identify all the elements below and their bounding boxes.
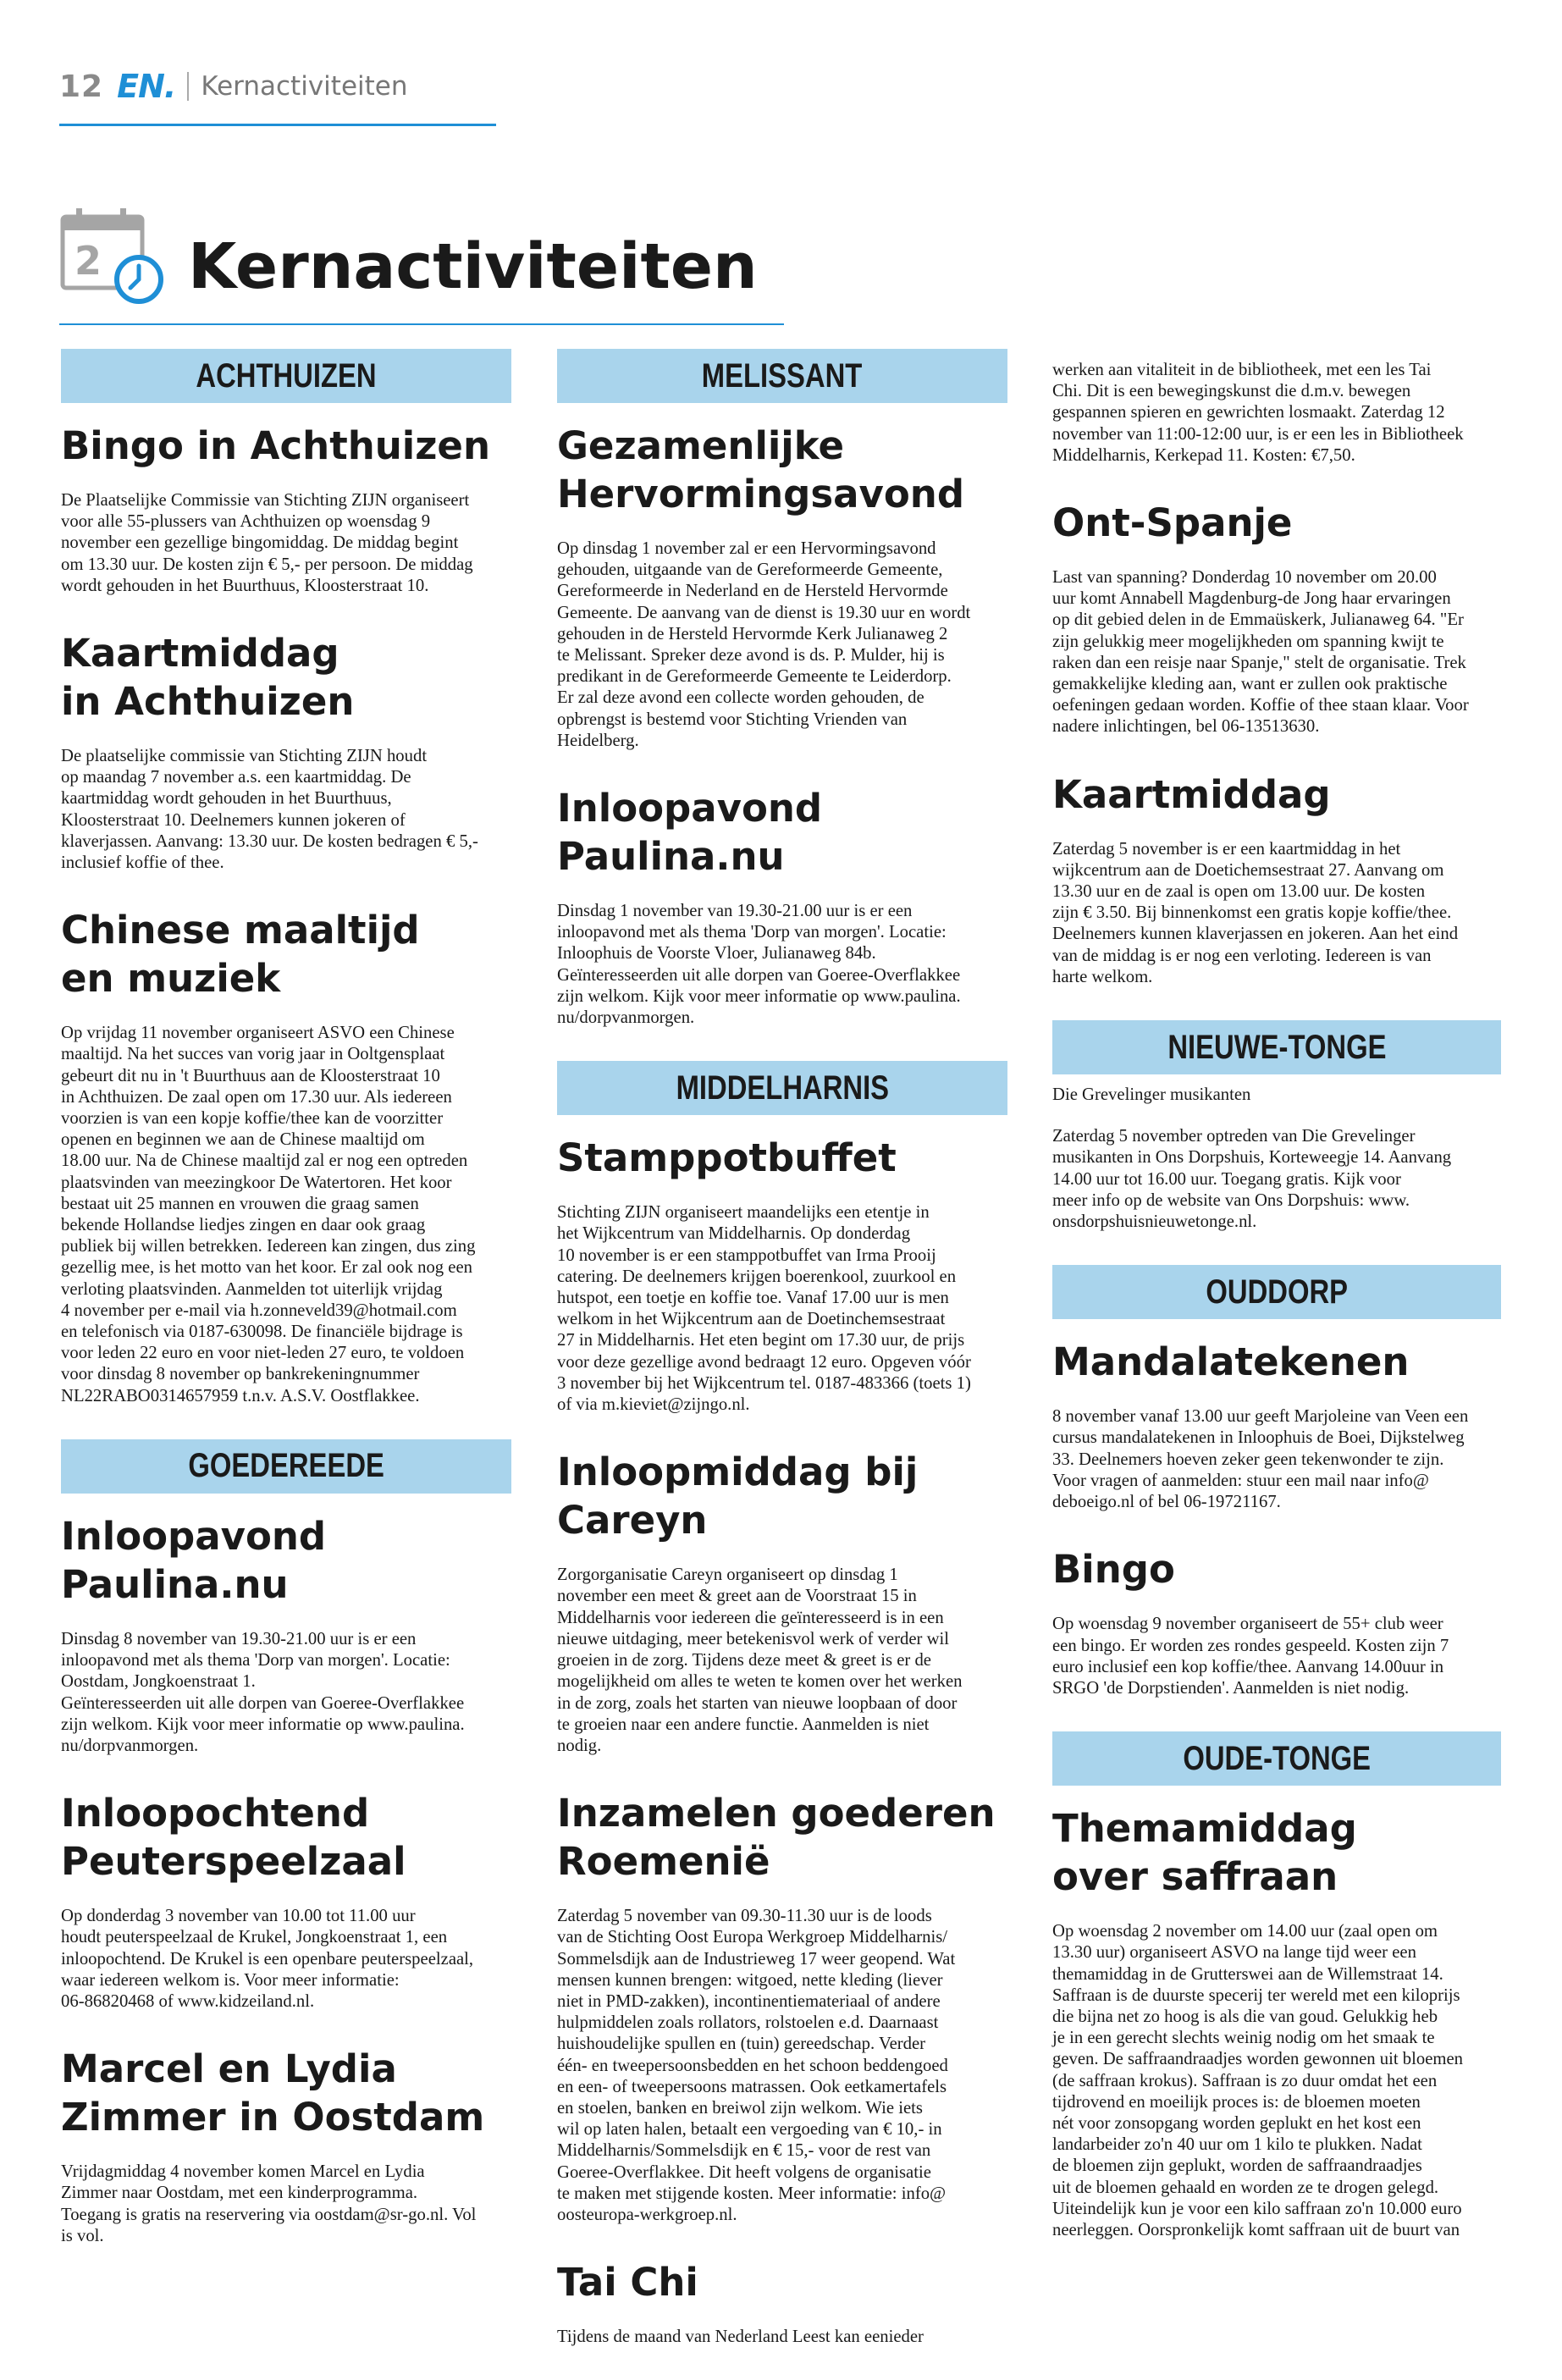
article-title: Kaartmiddag: [1052, 771, 1331, 817]
column-1: [61, 349, 511, 2279]
article-body-continued: werken aan vitaliteit in de bibliotheek, met een les Tai Chi. Dit is een bewegingskunst die d.m.v. bewegen gespannen spieren en gewrichten losmaakt. Zaterdag 12 november van 11:00-12:00 uur, is er een les in Bibliotheek Middelharnis, Kerkepad 11. Kosten: €7,50.: [1052, 361, 1464, 465]
article-body: Zaterdag 5 november optreden van Die Grevelinger musikanten in Ons Dorpshuis, Korteweegje 14. Aanvang 14.00 uur tot 16.00 uur. Toegang gratis. Kijk voor meer info op de website van Ons Dorpshuis: www. onsdorpshuisnieuwetonge.nl.: [1052, 1127, 1452, 1232]
article-title: Mandalatekenen: [1052, 1339, 1410, 1385]
article-body: Last van spanning? Donderdag 10 november om 20.00 uur komt Annabell Magdenburg-de Jong haar ervaringen op dit gebied delen in de Emmaüskerk, Julianaweg 64. "Er zijn gelukkig meer mogelijkheden om spanning kwijt te raken dan een reisje naar Spanje," stelt de organisatie. Trek gemakkelijke kleding aan, want er zullen ook praktische oefeningen gedaan worden. Koffie of thee staan klaar. Voor nadere inlichtingen, bel 06-13513630.: [1052, 568, 1469, 737]
region-bar-melissant: [557, 349, 1007, 403]
article-body: Op vrijdag 11 november organiseert ASVO een Chinese maaltijd. Na het succes van vorig jaar in Ooltgensplaat gebeurt dit nu in 't Buurthuus aan de Kloosterstraat 10 in Achthuizen. De zaal open om 17.30 uur. Als iedereen voorzien is van een kopje koffie/thee kan de voorzitter openen en beginnen we aan de Chinese maaltijd om 18.00 uur. Na de Chinese maaltijd zal er nog een optreden plaatsvinden van meezingkoor De Watertoren. Het koor bestaat uit 25 mannen en vrouwen die graag samen bekende Hollandse liedjes zingen en daar ook graag publiek bij willen betrekken. Iedereen kan zingen, dus zing gezellig mee, is het motto van het koor. Er zal ook nog een verloting plaatsvinden. Aanmelden tot uiterlijk vrijdag 4 november per e-mail via h.zonneveld39@hotmail.com en telefonisch via 0187-630098. De financiële bijdrage is voor leden 22 euro en voor niet-leden 27 euro, te voldoen voor dinsdag 8 november op bankrekeningnummer NL22RABO0314657959 t.n.v. A.S.V. Oostflakkee.: [61, 1024, 476, 1405]
article-title: Gezamenlijke Hervormingsavond: [557, 423, 965, 516]
region-label: NIEUWE-TONGE: [1167, 1028, 1387, 1066]
title-rule: [59, 323, 784, 325]
header-separator: [187, 72, 189, 101]
article-body: Zaterdag 5 november is er een kaartmiddag in het wijkcentrum aan de Doetichemsestraat 27. Aanvang om 13.30 uur en de zaal is open om 13.00 uur. De kosten zijn € 3.50. Bij binnenkomst een gratis kopje koffie/thee. Deelnemers kunnen klaverjassen en jokeren. Aan het eind van de middag is er nog een verloting. Iedereen is van harte welkom.: [1052, 839, 1459, 986]
header-rule: [59, 124, 496, 126]
article-body: Tijdens de maand van Nederland Leest kan eenieder: [557, 2328, 924, 2347]
region-label: OUDE-TONGE: [1183, 1739, 1371, 1777]
region-label: OUDDORP: [1206, 1273, 1348, 1311]
article-body: Op donderdag 3 november van 10.00 tot 11.00 uur houdt peuterspeelzaal de Krukel, Jongkoenstraat 1, een inloopochtend. De Krukel is een openbare peuterspeelzaal, waar iedereen welkom is. Voor meer informatie: 06-86820468 of www.kidzeiland.nl.: [61, 1907, 474, 2011]
column-3: [1052, 360, 1501, 2273]
article-body: Op dinsdag 1 november zal er een Hervormingsavond gehouden, uitgaande van de Gereformeerde Gemeente, Gereformeerde in Nederland en de Hersteld Hervormde Gemeente. De aanvang van de dienst is 19.30 uur en wordt gehouden in de Hersteld Hervormde Kerk Julianaweg 2 te Melissant. Spreker deze avond is ds. P. Mulder, hij is predikant in de Gereformeerde Gemeente te Leiderdorp. Er zal deze avond een collecte worden gehouden, de opbrengst is bestemd voor Stichting Vrienden van Heidelberg.: [557, 539, 971, 750]
region-bar-goedereede: [61, 1439, 511, 1494]
article-title: Kaartmiddag in Achthuizen: [61, 631, 355, 725]
page-number: 12: [59, 69, 104, 104]
article-body: De plaatselijke commissie van Stichting ZIJN houdt op maandag 7 november a.s. een kaartmiddag. De kaartmiddag wordt gehouden in het Buurthuus, Kloosterstraat 10. Deelnemers kunnen jokeren of klaverjassen. Aanvang: 13.30 uur. De kosten bedragen € 5,- inclusief koffie of thee.: [61, 747, 478, 873]
article-title: Bingo: [1052, 1547, 1175, 1593]
article-body: De Plaatselijke Commissie van Stichting ZIJN organiseert voor alle 55-plussers van Achthuizen op woensdag 9 november een gezellige bingomiddag. De middag begint om 13.30 uur. De kosten zijn € 5,- per persoon. De middag wordt gehouden in het Buurthuus, Kloosterstraat 10.: [61, 491, 473, 595]
region-label: MELISSANT: [702, 356, 863, 395]
article-body: Op woensdag 2 november om 14.00 uur (zaal open om 13.30 uur) organiseert ASVO na lange tijd weer een themamiddag in de Grutterswei aan de Willemstraat 14. Saffraan is de duurste specerij ter wereld met een kiloprijs die bijna net zo hoog is als die van goud. Gelukkig heb je in een gerecht slechts weinig nodig om het smaak te geven. De saffraandraadjes worden gewonnen uit bloemen (de saffraan krokus). Saffraan is zo duur omdat het een tijdrovend en moeilijk proces is: de bloemen moeten nét voor zonsopgang worden geplukt en het kost een landarbeider zo'n 40 uur om 1 kilo te plukken. Nadat de bloemen zijn geplukt, worden de saffraandraadjes uit de bloemen gehaald en worden ze te drogen gelegd. Uiteindelijk kun je voor een kilo saffraan zo'n 10.000 euro neerleggen. Oorspronkelijk komt saffraan uit de buurt van: [1052, 1922, 1464, 2239]
article-title: Inloopochtend Peuterspeelzaal: [61, 1791, 406, 1885]
article-title: Inloopavond Paulina.nu: [61, 1513, 327, 1607]
article-body: Zaterdag 5 november van 09.30-11.30 uur is de loods van de Stichting Oost Europa Werkgroep Middelharnis/ Sommelsdijk aan de Industrieweg 17 weer geopend. Wat mensen kunnen brengen: witgoed, nette kleding (liever niet in PMD-zakken), incontinentiemateriaal of andere hulpmiddelen zoals rollators, rolstoelen e.d. Daarnaast huishoudelijke spullen en (tuin) gereedschap. Verder één- en tweepersoonsbedden en het schoon beddengoed en een- of tweepersoons matrassen. Ook eetkamertafels en stoelen, banken en breiwol zijn welkom. Wie iets wil op laten halen, betaalt een vergoeding van € 10,- in Middelharnis/Sommelsdijk en € 15,- voor de rest van Goeree-Overflakkee. Dit heeft volgens de organisatie te maken met stijgende kosten. Meer informatie: info@ oosteuropa-werkgroep.nl.: [557, 1907, 956, 2224]
article-body: Zorgorganisatie Careyn organiseert op dinsdag 1 november een meet & greet aan de Voorstraat 15 in Middelharnis voor iedereen die geïnteresseerd is in een nieuwe uitdaging, meer betekenisvol werk of verder wil groeien in de zorg. Tijdens deze meet & greet is er de mogelijkheid om alles te weten te komen over het werken in de zorg, zoals het starten van nieuwe loopbaan of door te groeien naar een andere functie. Aanmelden is niet nodig.: [557, 1565, 963, 1755]
article-title: Bingo in Achthuizen: [61, 423, 490, 468]
running-header: [59, 69, 408, 103]
article-title: Inloopmiddag bij Careyn: [557, 1450, 919, 1543]
article-title: Marcel en Lydia Zimmer in Oostdam: [61, 2046, 485, 2140]
article-body: Stichting ZIJN organiseert maandelijks een etentje in het Wijkcentrum van Middelharnis. Op donderdag 10 november is er een stamppotbuffet van Irma Prooij catering. De deelnemers krijgen boerenkool, zuurkool en hutspot, een toetje en koffie toe. Vanaf 17.00 uur is men welkom in het Wijkcentrum aan de Doetinchemsestraat 27 in Middelharnis. Het eten begint om 17.30 uur, de prijs voor deze gezellige avond bedraagt 12 euro. Opgeven vóór 3 november bij het Wijkcentrum tel. 0187-483366 (toets 1) of via m.kieviet@zijngo.nl.: [557, 1203, 971, 1415]
article-title: Chinese maaltijd en muziek: [61, 908, 420, 1002]
calendar-clock-icon: [59, 205, 165, 306]
calendar-day-number: 2: [75, 238, 102, 284]
publication-logo: EN.: [117, 68, 176, 105]
article-body: Dinsdag 8 november van 19.30-21.00 uur is er een inloopavond met als thema 'Dorp van morgen'. Locatie: Oostdam, Jongkoenstraat 1. Geïnteresseerden uit alle dorpen van Goeree-Overflakkee zijn welkom. Kijk voor meer informatie op www.paulina. nu/dorpvanmorgen.: [61, 1629, 465, 1755]
region-bar-ouddorp: [1052, 1265, 1501, 1319]
article-title: Stamppotbuffet: [557, 1135, 897, 1181]
article-title: Ont-Spanje: [1052, 500, 1293, 546]
column-2: [557, 349, 1007, 2380]
region-label: MIDDELHARNIS: [676, 1069, 889, 1107]
section-label: Kernactiviteiten: [201, 71, 408, 102]
article-subtitle: Die Grevelinger musikanten: [1052, 1085, 1251, 1105]
region-label: GOEDEREEDE: [188, 1447, 384, 1485]
region-bar-middelharnis: [557, 1061, 1007, 1115]
article-body: 8 november vanaf 13.00 uur geeft Marjoleine van Veen een cursus mandalatekenen in Inloophuis de Boei, Dijkstelweg 33. Deelnemers hoeven zeker geen tekenwonder te zijn. Voor vragen of aanmelden: stuur een mail naar info@ deboeigo.nl of bel 06-19721167.: [1052, 1407, 1469, 1512]
region-bar-achthuizen: [61, 349, 511, 403]
article-title: Inzamelen goederen Roemenië: [557, 1791, 996, 1885]
article-body: Op woensdag 9 november organiseert de 55+ club weer een bingo. Er worden zes rondes gespeeld. Kosten zijn 7 euro inclusief een kop koffie/thee. Aanvang 14.00uur in SRGO 'de Dorpstienden'. Aanmelden is niet nodig.: [1052, 1615, 1449, 1698]
page-title: Kernactiviteiten: [188, 230, 758, 303]
article-body: Vrijdagmiddag 4 november komen Marcel en Lydia Zimmer naar Oostdam, met een kinderprogramma. Toegang is gratis na reservering via oostdam@sr-go.nl. Vol is vol.: [61, 2162, 477, 2245]
article-title: Themamiddag over saffraan: [1052, 1806, 1357, 1900]
article-title: Tai Chi: [557, 2260, 698, 2305]
region-bar-oude-tonge: [1052, 1731, 1501, 1786]
article-title: Inloopavond Paulina.nu: [557, 786, 823, 880]
article-body: Dinsdag 1 november van 19.30-21.00 uur is er een inloopavond met als thema 'Dorp van morgen'. Locatie: Inloophuis de Voorste Vloer, Julianaweg 84b. Geïnteresseerden uit alle dorpen van Goeree-Overflakkee zijn welkom. Kijk voor meer informatie op www.paulina. nu/dorpvanmorgen.: [557, 902, 961, 1028]
region-label: ACHTHUIZEN: [196, 356, 377, 395]
region-bar-nieuwe-tonge: [1052, 1020, 1501, 1074]
